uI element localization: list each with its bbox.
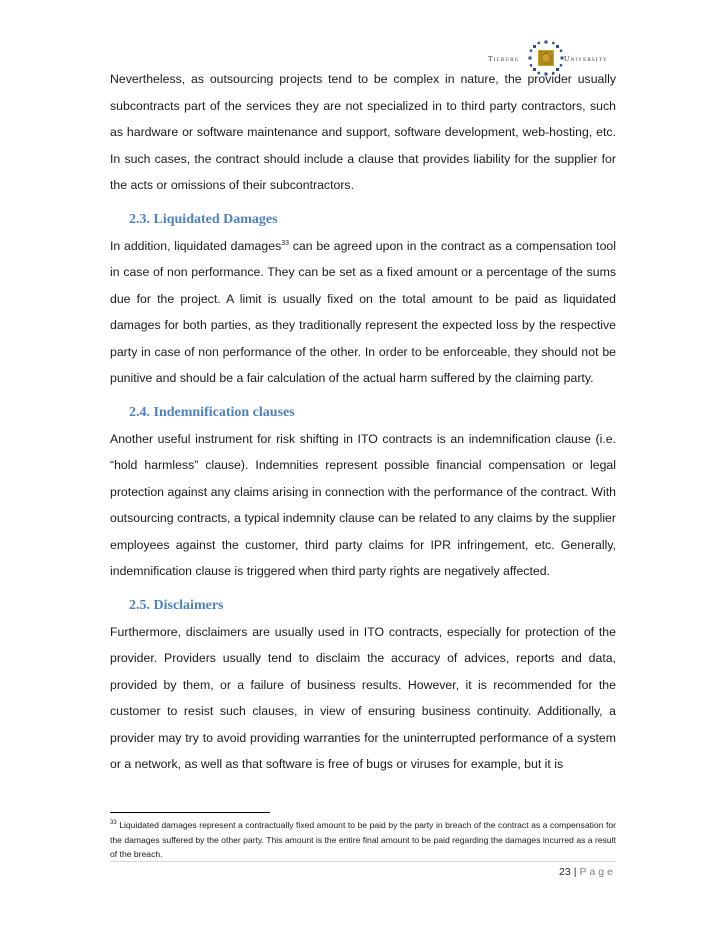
paragraph-subcontractors: Nevertheless, as outsourcing projects tend to be complex in nature, the provider usually subcontracts part of the services they are not specialized in to third party contractors, such as hardware or software maintenance and support, software development, web-hosting, etc. In such cases, the contract should include a clause that provides liability for the supplier for the acts or omissions of their subcontractors. — [110, 72, 616, 192]
footnote-separator — [110, 812, 270, 813]
logo-text-right: University — [564, 54, 608, 63]
heading-liquidated-damages: 2.3. Liquidated Damages — [129, 211, 278, 227]
footnote-text: Liquidated damages represent a contractually fixed amount to be paid by the party in breach of the contract as a compensation for the damages suffered by the other party. This amount is the entire final amount to be paid regarding the damages incurred as a result of the breach. — [110, 820, 616, 859]
page-number-footer — [559, 866, 616, 878]
page-separator: | — [573, 866, 577, 878]
footer-rule — [110, 861, 616, 862]
heading-indemnification-clauses: 2.4. Indemnification clauses — [129, 404, 295, 420]
footnote-mark: 33 — [110, 820, 117, 827]
page-number: 23 — [559, 866, 571, 878]
paragraph-liquidated-damages-rest: can be agreed upon in the contract as a compensation tool in case of non performance. They can be set as a fixed amount or a percentage of the sums due for the project. A limit is usually fixed on the total amount to be paid as liquidated damages for both parties, as they traditionally represent the expected loss by the respective party in case of non performance of the other. In order to be enforceable, they should not be punitive and should be a fair calculation of the actual harm suffered by the claiming party. — [110, 238, 616, 385]
heading-disclaimers: 2.5. Disclaimers — [129, 597, 224, 613]
paragraph-indemnification: Another useful instrument for risk shifting in ITO contracts is an indemnification clause (i.e. “hold harmless” clause). Indemnities represent possible financial compensation or legal protection against any claims arising in connection with the performance of the contract. With outsourcing contracts, a typical indemnity clause can be related to any claims by the supplier employees against the customer, third party claims for IPR infringement, etc. Generally, indemnification clause is triggered when third party rights are negatively affected. — [110, 431, 616, 578]
paragraph-liquidated-damages — [110, 233, 616, 392]
page-body — [110, 66, 616, 778]
footnote-reference[interactable]: 33 — [281, 239, 290, 247]
logo-text-left: Tilburg — [488, 54, 520, 63]
footnote — [110, 818, 616, 862]
paragraph-disclaimers: Furthermore, disclaimers are usually used in ITO contracts, especially for protection of the provider. Providers usually tend to disclaim the accuracy of advices, reports and data, provided by them, or a failure of business results. However, it is recommended for the customer to resist such clauses, in view of ensuring business continuity. Additionally, a provider may try to avoid providing warranties for the uninterrupted performance of a system or a network, as well as that software is free of bugs or viruses for example, but it is — [110, 624, 616, 771]
paragraph-liquidated-damages-start: In addition, liquidated damages — [110, 238, 282, 253]
page-label: Page — [579, 866, 616, 878]
